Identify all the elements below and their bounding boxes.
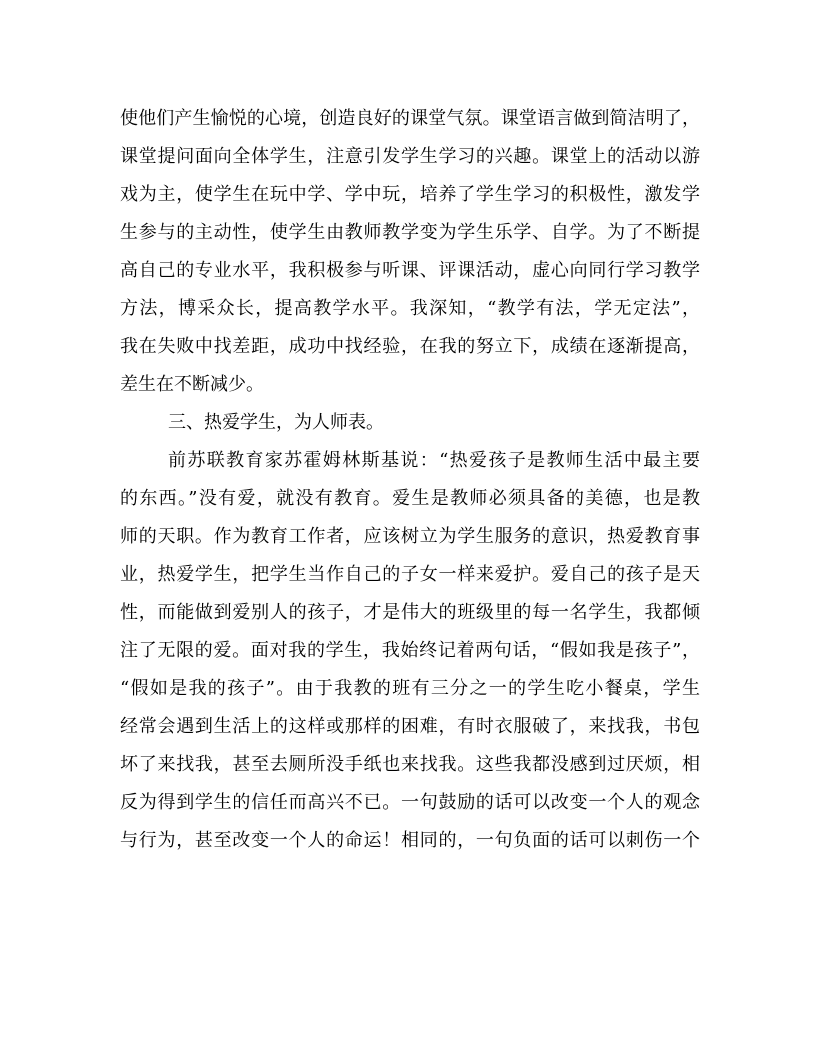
paragraph-line: 经常会遇到生活上的这样或那样的困难，有时衣服破了，来找我，书包 [120,716,700,737]
paragraph-line: 反为得到学生的信任而高兴不已。一句鼓励的话可以改变一个人的观念 [120,792,700,813]
paragraph-line: 性，而能做到爱别人的孩子，才是伟大的班级里的每一名学生，我都倾 [120,602,700,623]
paragraph-line: 与行为，甚至改变一个人的命运！相同的，一句负面的话可以刺伤一个 [120,830,700,851]
paragraph-line: 高自己的专业水平，我积极参与听课、评课活动，虚心向同行学习教学 [120,260,700,281]
paragraph-line: 业，热爱学生，把学生当作自己的子女一样来爱护。爱自己的孩子是天 [120,564,700,585]
paragraph-line: 师的天职。作为教育工作者，应该树立为学生服务的意识，热爱教育事 [120,526,700,547]
paragraph-line: 我在失败中找差距，成功中找经验，在我的努立下，成绩在逐渐提高， [120,336,700,357]
paragraph-line: 方法，博采众长，提高教学水平。我深知，“教学有法，学无定法”， [120,298,700,319]
paragraph-line: 戏为主，使学生在玩中学、学中玩，培养了学生学习的积极性，激发学 [120,184,700,205]
paragraph-line: 课堂提问面向全体学生，注意引发学生学习的兴趣。课堂上的活动以游 [120,146,700,167]
paragraph-line: 前苏联教育家苏霍姆林斯基说：“热爱孩子是教师生活中最主要 [168,450,700,471]
paragraph-line: “假如是我的孩子”。由于我教的班有三分之一的学生吃小餐桌，学生 [120,678,700,699]
paragraph-line: 使他们产生愉悦的心境，创造良好的课堂气氛。课堂语言做到简洁明了， [120,108,700,129]
paragraph-line: 生参与的主动性，使学生由教师教学变为学生乐学、自学。为了不断提 [120,222,700,243]
paragraph-line: 差生在不断减少。 [120,374,264,395]
paragraph-line: 的东西。”没有爱，就没有教育。爱生是教师必须具备的美德，也是教 [120,488,700,509]
section-heading: 三、热爱学生，为人师表。 [168,412,384,433]
paragraph-line: 坏了来找我，甚至去厕所没手纸也来找我。这些我都没感到过厌烦，相 [120,754,700,775]
paragraph-line: 注了无限的爱。面对我的学生，我始终记着两句话，“假如我是孩子”， [120,640,700,661]
